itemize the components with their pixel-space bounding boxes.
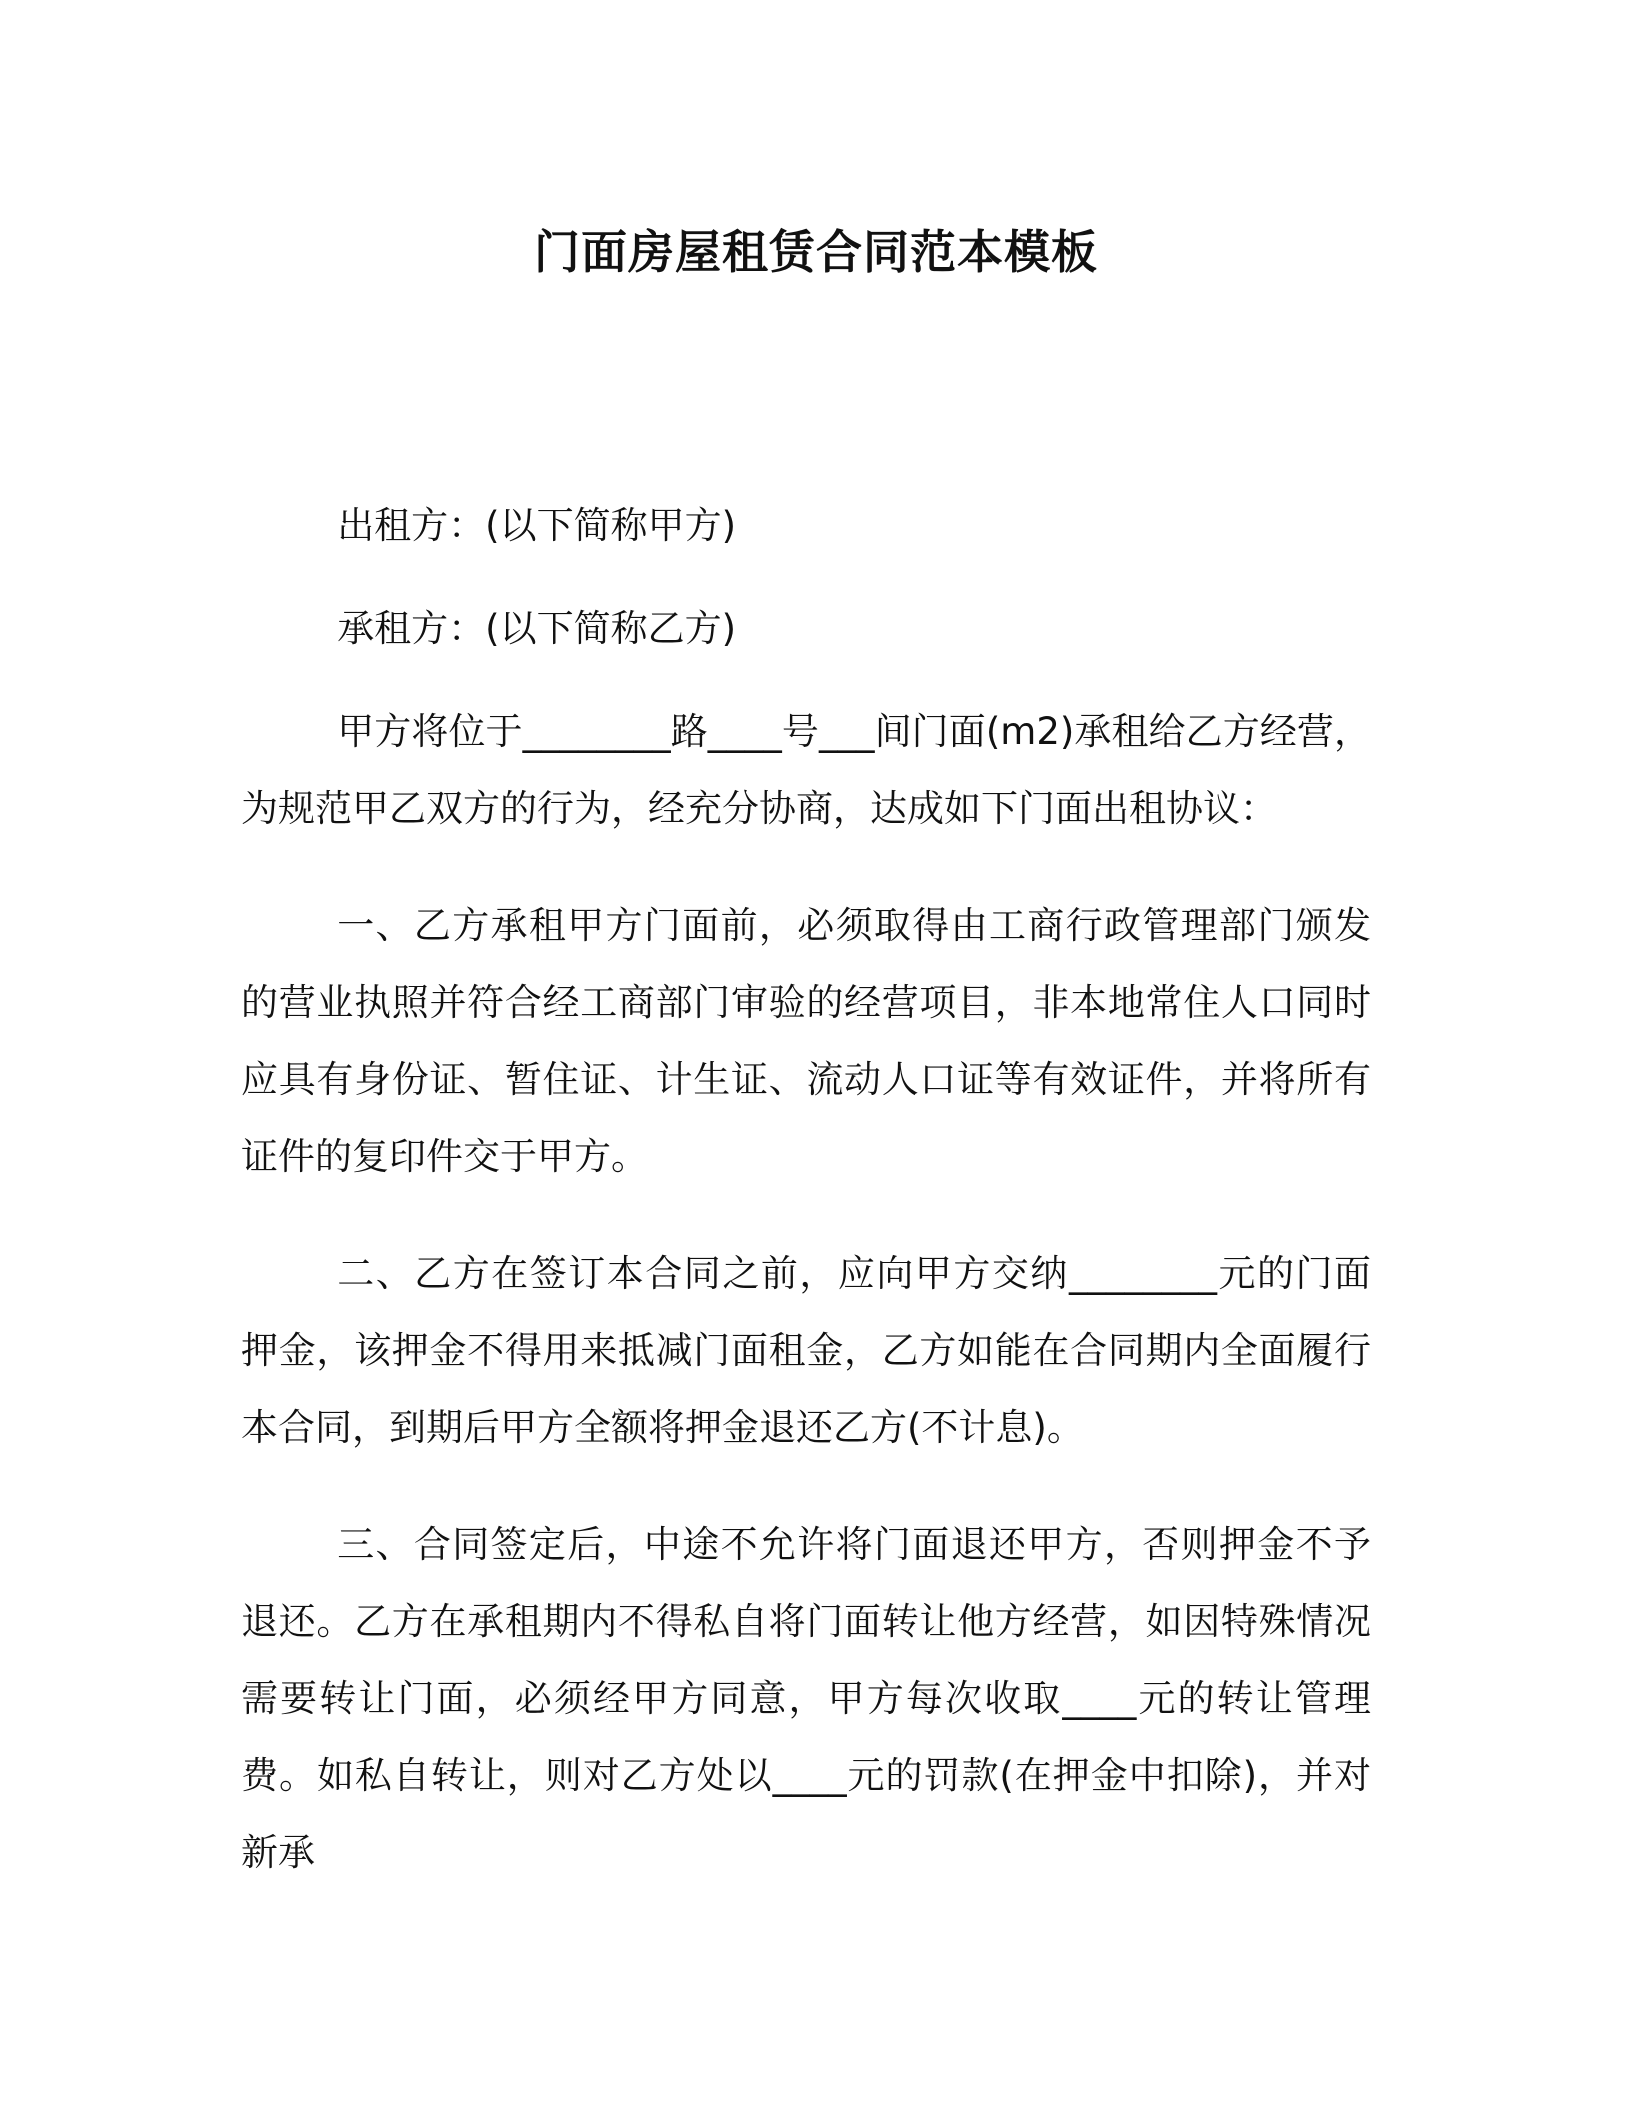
intro-paragraph: 甲方将位于________路____号___间门面(m2)承租给乙方经营，为规范甲乙双方的行为，经充分协商，达成如下门面出租协议：: [241, 710, 1371, 830]
clause-paragraph-1: 一、乙方承租甲方门面前，必须取得由工商行政管理部门颁发的营业执照并符合经工商部门审验的经营项目，非本地常住人口同时应具有身份证、暂住证、计生证、流动人口证等有效证件，并将所有证件的复印件交于甲方。: [241, 904, 1371, 1178]
clause-paragraph-2: 二、乙方在签订本合同之前，应向甲方交纳________元的门面押金，该押金不得用来抵减门面租金，乙方如能在合同期内全面履行本合同，到期后甲方全额将押金退还乙方(不计息)。: [241, 1252, 1371, 1449]
lessee-line: 承租方：(以下简称乙方): [337, 607, 737, 650]
document-body: [241, 487, 1371, 1891]
document-title: 门面房屋租赁合同范本模板: [534, 225, 1098, 279]
lessor-line: 出租方：(以下简称甲方): [337, 504, 737, 547]
clause-paragraph-3: 三、合同签定后，中途不允许将门面退还甲方，否则押金不予退还。乙方在承租期内不得私自将门面转让他方经营，如因特殊情况需要转让门面，必须经甲方同意，甲方每次收取____元的转让管理费。如私自转让，则对乙方处以____元的罚款(在押金中扣除)，并对新承: [241, 1523, 1371, 1874]
